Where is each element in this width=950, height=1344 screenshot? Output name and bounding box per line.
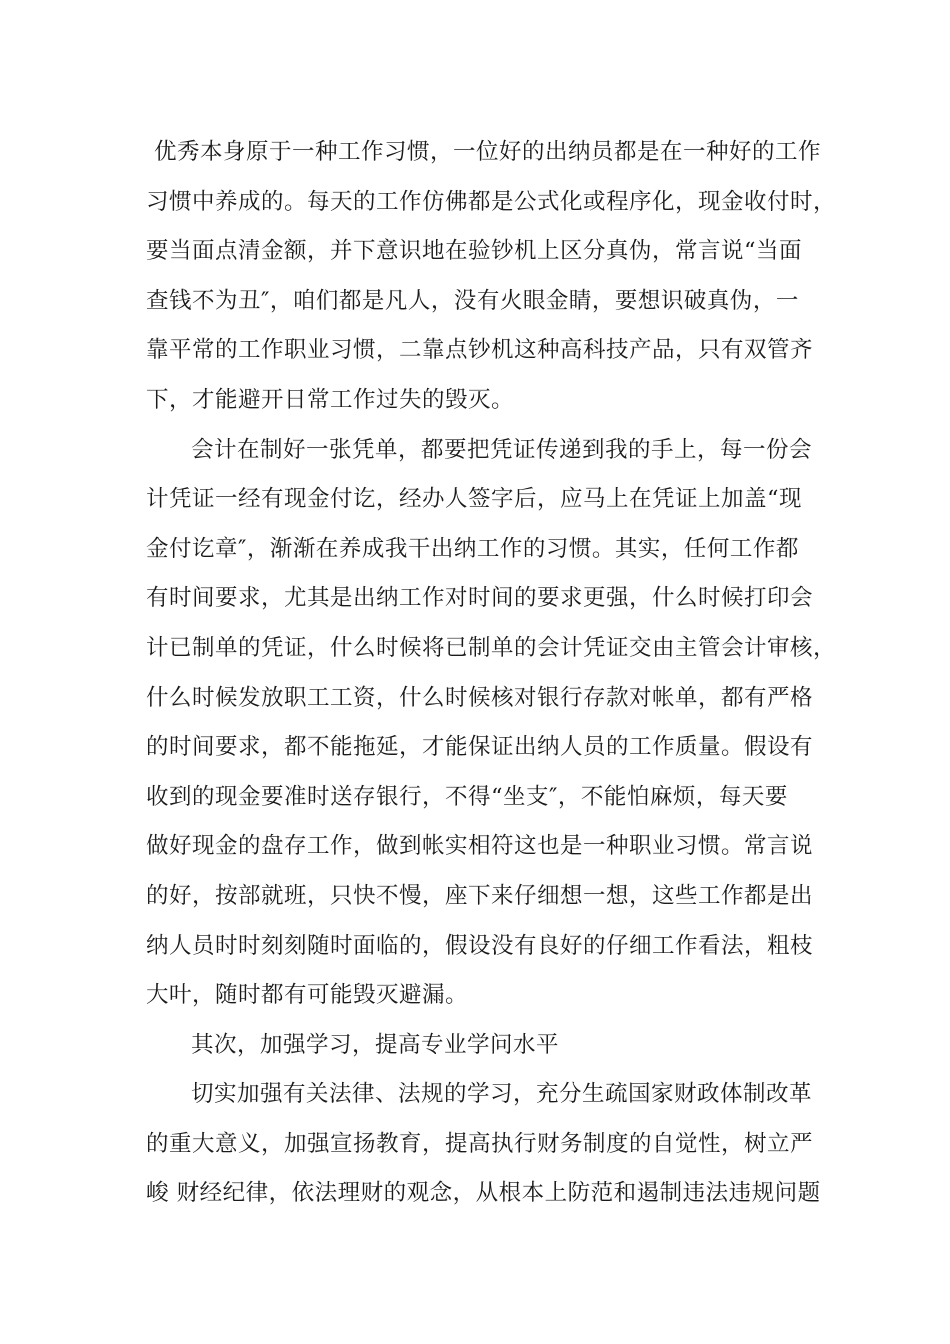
text-line: 金付讫章″，渐渐在养成我干出纳工作的习惯。其实，任何工作都 <box>146 535 799 562</box>
text-line: 的重大意义，加强宣扬教育，提高执行财务制度的自觉性，树立严 <box>146 1130 814 1157</box>
text-line: 查钱不为丑″，咱们都是凡人，没有火眼金睛，要想识破真伪，一 <box>146 287 799 314</box>
text-line: 有时间要求，尤其是出纳工作对时间的要求更强，什么时候打印会 <box>146 585 814 612</box>
text-line: 纳人员时时刻刻随时面临的，假设没有良好的仔细工作看法，粗枝 <box>146 932 814 959</box>
text-line: 什么时候发放职工工资，什么时候核对银行存款对帐单，都有严格 <box>146 684 814 711</box>
text-line: 会计在制好一张凭单，都要把凭证传递到我的手上，每一份会 <box>191 436 813 463</box>
text-line: 习惯中养成的。每天的工作仿佛都是公式化或程序化，现金收付时， <box>146 188 837 215</box>
text-line: 峻 财经纪律，依法理财的观念，从根本上防范和遏制违法违规问题 <box>146 1180 821 1207</box>
text-line: 计凭证一经有现金付讫，经办人签字后，应马上在凭证上加盖“现 <box>146 486 803 513</box>
text-line: 优秀本身原于一种工作习惯，一位好的出纳员都是在一种好的工作 <box>154 139 822 165</box>
text-line: 下，才能避开日常工作过失的毁灭。 <box>146 386 515 413</box>
body-text <box>146 128 837 1219</box>
text-line: 收到的现金要准时送存银行，不得“坐支″，不能怕麻烦，每天要 <box>146 783 788 810</box>
text-line: 做好现金的盘存工作，做到帐实相符这也是一种职业习惯。常言说 <box>146 833 814 860</box>
text-line: 的时间要求，都不能拖延，才能保证出纳人员的工作质量。假设有 <box>146 734 814 761</box>
text-line: 要当面点清金额，并下意识地在验钞机上区分真伪，常言说“当面 <box>146 238 803 265</box>
section-heading: 其次，加强学习，提高专业学问水平 <box>191 1031 560 1058</box>
text-line: 切实加强有关法律、法规的学习，充分生疏国家财政体制改革 <box>191 1081 813 1108</box>
text-line: 靠平常的工作职业习惯，二靠点钞机这种高科技产品，只有双管齐 <box>146 337 814 364</box>
text-line: 计已制单的凭证，什么时候将已制单的会计凭证交由主管会计审核， <box>146 634 837 661</box>
text-line: 的好，按部就班，只快不慢，座下来仔细想一想，这些工作都是出 <box>146 882 814 909</box>
text-line: 大叶，随时都有可能毁灭避漏。 <box>146 982 469 1009</box>
